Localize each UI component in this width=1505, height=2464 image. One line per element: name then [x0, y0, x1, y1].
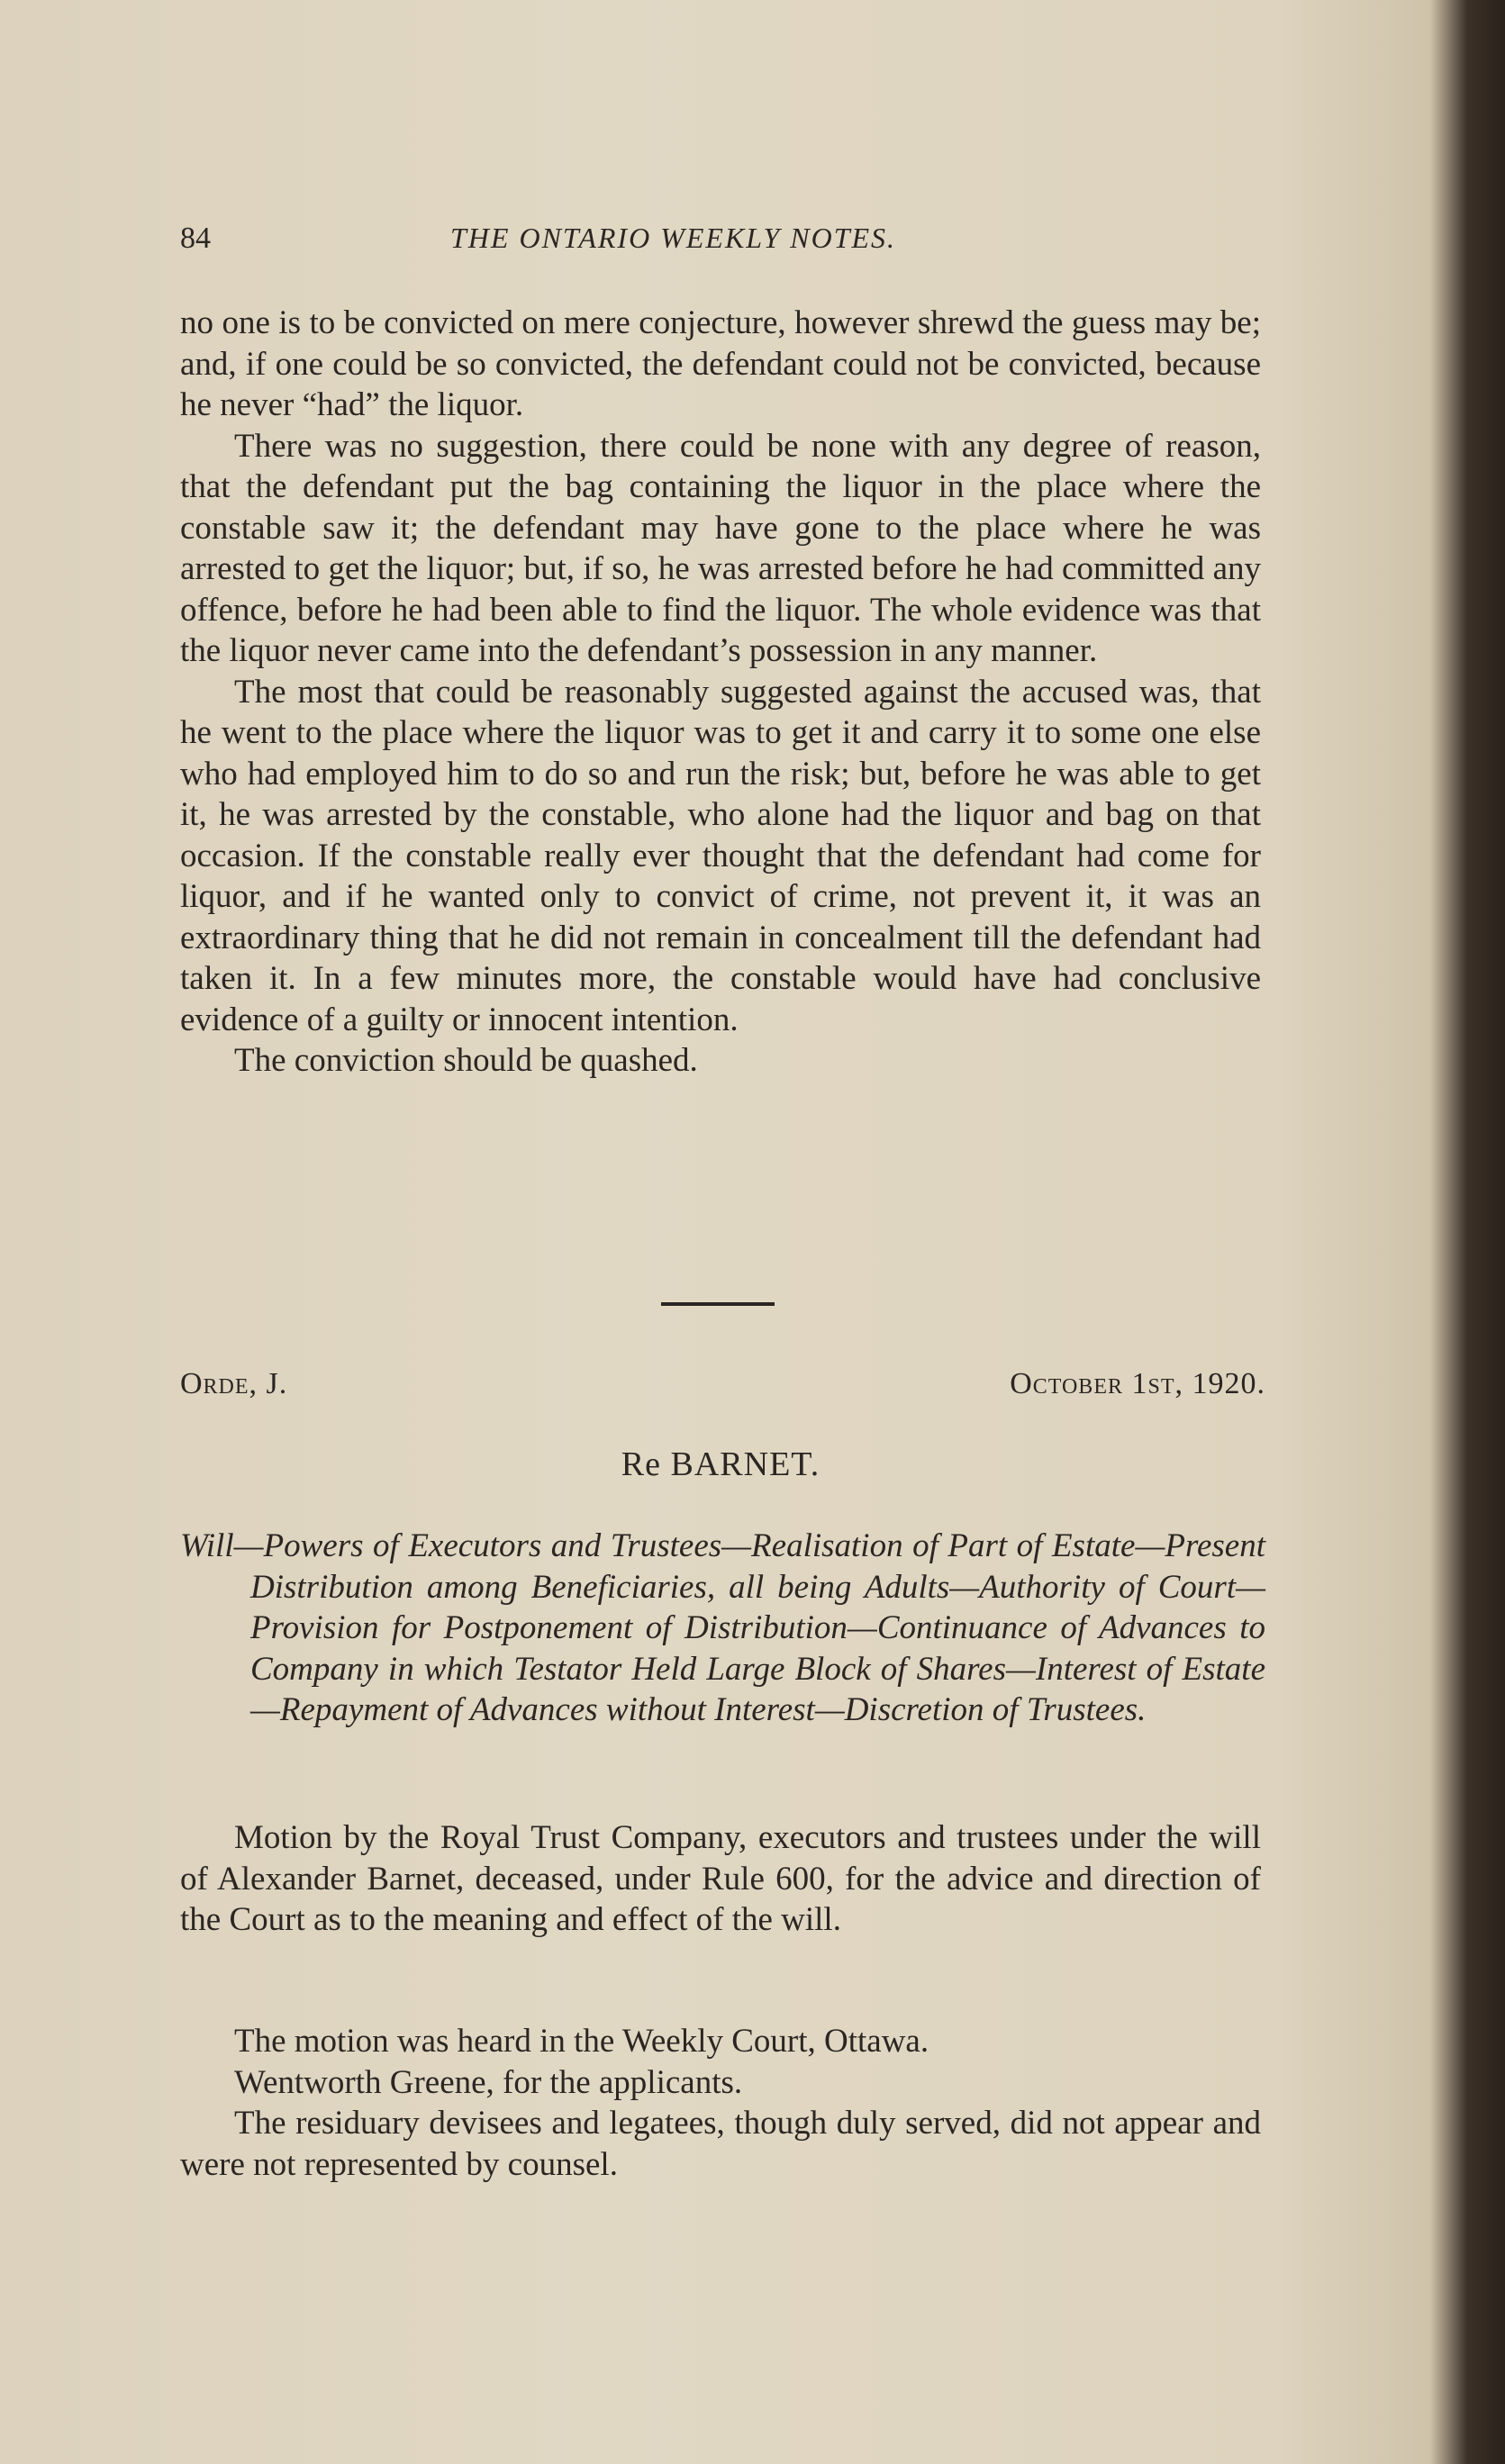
section-divider: [661, 1302, 775, 1306]
journal-title: THE ONTARIO WEEKLY NOTES.: [450, 222, 897, 254]
paragraph: The motion was heard in the Weekly Court, Ottawa.: [234, 2023, 929, 2060]
judge-name: Orde, J.: [180, 1367, 288, 1400]
page-number: 84: [180, 222, 211, 255]
motion-text: [180, 1817, 1261, 1941]
body-text: [180, 303, 1261, 1082]
paragraph: Motion by the Royal Trust Company, executors and trustees under the will of Alexander Barnet, deceased, under Rule 600, for the advice and direction of the Court as to the meaning and effect of the will.: [180, 1819, 1261, 1938]
hearing-text: [180, 2021, 1261, 2185]
case-title: Re BARNET.: [621, 1445, 820, 1483]
paragraph: The most that could be reasonably suggested against the accused was, that he went to the place where the liquor was to get it and carry it to some one else who had employed him to do so and run the risk; but, before he was able to get it, he was arrested by the constable, who alone had the liquor and bag on that occasion. If the constable really ever thought that the defendant had come for liquor, and if he wanted only to convict of crime, not prevent it, it was an extraordinary thing that he did not remain in concealment till the defendant had taken it. In a few minutes more, the constable would have had conclusive evidence of a guilty or innocent intention.: [180, 673, 1261, 1038]
case-date: October 1st, 1920.: [1010, 1367, 1265, 1400]
paragraph: The conviction should be quashed.: [234, 1042, 698, 1079]
paragraph: There was no suggestion, there could be none with any degree of reason, that the defendant put the bag containing the liquor in the place where the constable saw it; the defendant may have gone to the place where he was arrested to get the liquor; but, if so, he was arrested before he had committed any offence, before he had been able to find the liquor. The whole evidence was that the liquor never came into the defendant’s possession in any manner.: [180, 427, 1261, 669]
paragraph: The residuary devisees and legatees, though duly served, did not appear and were not represented by counsel.: [180, 2105, 1261, 2183]
paragraph-continuation: no one is to be convicted on mere conjecture, however shrewd the guess may be; and, if one could be so convicted, the defendant could not be convicted, because he never “had” the liquor.: [180, 304, 1261, 423]
running-head: [180, 222, 1261, 261]
case-header-line: [180, 1367, 1265, 1409]
paragraph: Wentworth Greene, for the applicants.: [234, 2063, 743, 2101]
case-headnote: Will—Powers of Executors and Trustees—Realisation of Part of Estate—Present Distribution among Beneficiaries, all being Adults—Authority of Court—Provision for Postponement of Distribution—Continuance of Advances to Company in which Testator Held Large Block of Shares—Interest of Estate—Repayment of Advances without Interest—Discretion of Trustees.: [180, 1527, 1265, 1728]
